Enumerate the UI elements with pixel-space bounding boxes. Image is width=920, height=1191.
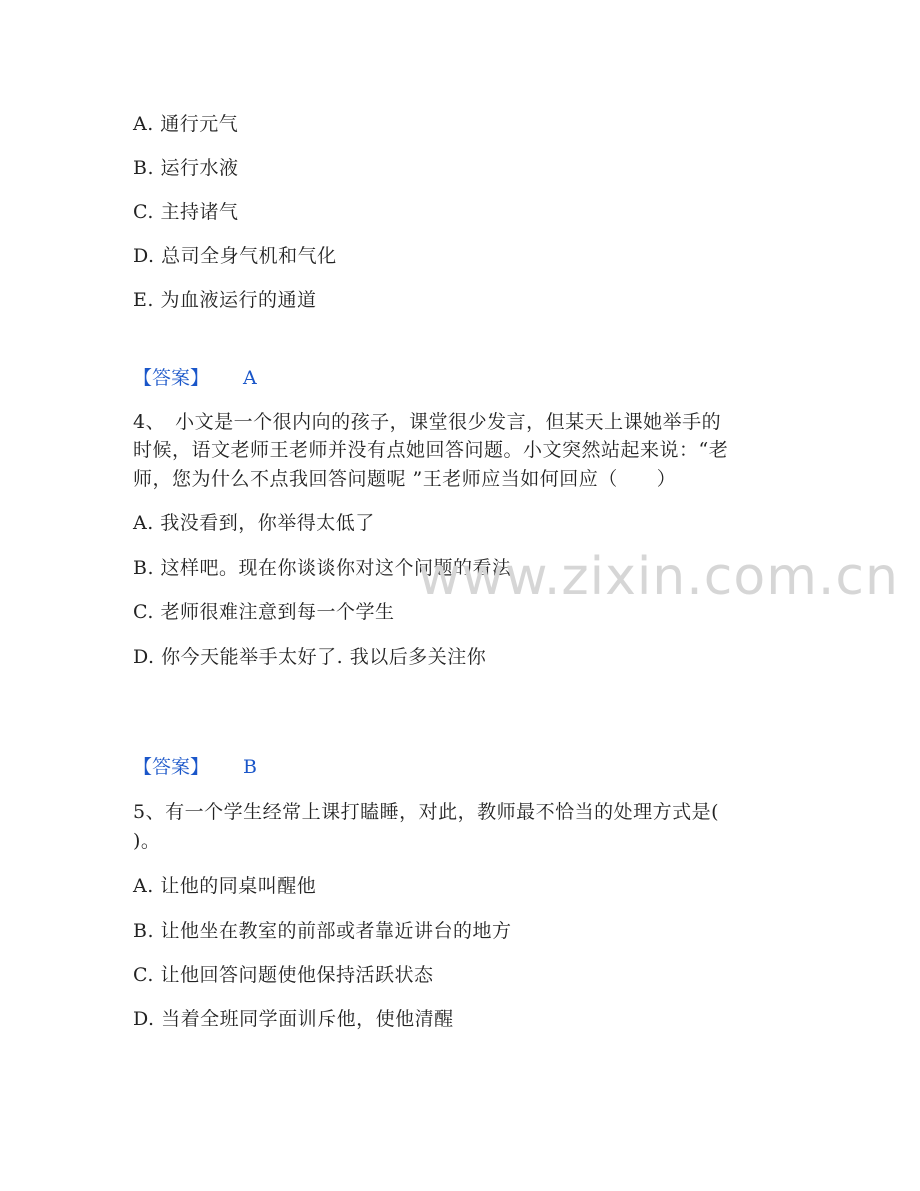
q5-option-a: A. 让他的同桌叫醒他 [133,875,317,897]
q4-stem-line-3: 师，您为什么不点我回答问题呢 ”王老师应当如何回应（ ） [133,468,677,490]
answer-label: 【答案】 [133,756,210,778]
q3-option-d: D. 总司全身气机和气化 [133,245,337,267]
q4-answer [133,755,257,779]
q4-option-a: A. 我没看到，你举得太低了 [133,512,375,534]
q5-option-d: D. 当着全班同学面训斥他，使他清醒 [133,1008,454,1030]
q5-option-c: C. 让他回答问题使他保持活跃状态 [133,964,434,986]
q5-stem-line-2: )。 [133,830,161,852]
q4-stem-line-2: 时候，语文老师王老师并没有点她回答问题。小文突然站起来说：“老 [133,439,729,461]
q3-option-a: A. 通行元气 [133,113,239,135]
q4-option-d: D. 你今天能举手太好了. 我以后多关注你 [133,646,487,668]
q3-answer [133,366,257,390]
answer-value: A [243,367,257,389]
answer-label: 【答案】 [133,367,210,389]
q4-option-c: C. 老师很难注意到每一个学生 [133,601,395,623]
q5-option-b: B. 让他坐在教室的前部或者靠近讲台的地方 [133,920,512,942]
q4-option-b: B. 这样吧。现在你谈谈你对这个问题的看法 [133,557,512,579]
q5-stem-line-1: 5、有一个学生经常上课打瞌睡，对此，教师最不恰当的处理方式是( [133,801,720,823]
q4-stem-line-1: 4、 小文是一个很内向的孩子，课堂很少发言，但某天上课她举手的 [133,411,722,433]
answer-value: B [243,756,257,778]
q3-option-c: C. 主持诸气 [133,201,239,223]
q3-option-b: B. 运行水液 [133,157,239,179]
watermark-text: www.zixin.com.cn [418,547,899,607]
q3-option-e: E. 为血液运行的通道 [133,289,317,311]
